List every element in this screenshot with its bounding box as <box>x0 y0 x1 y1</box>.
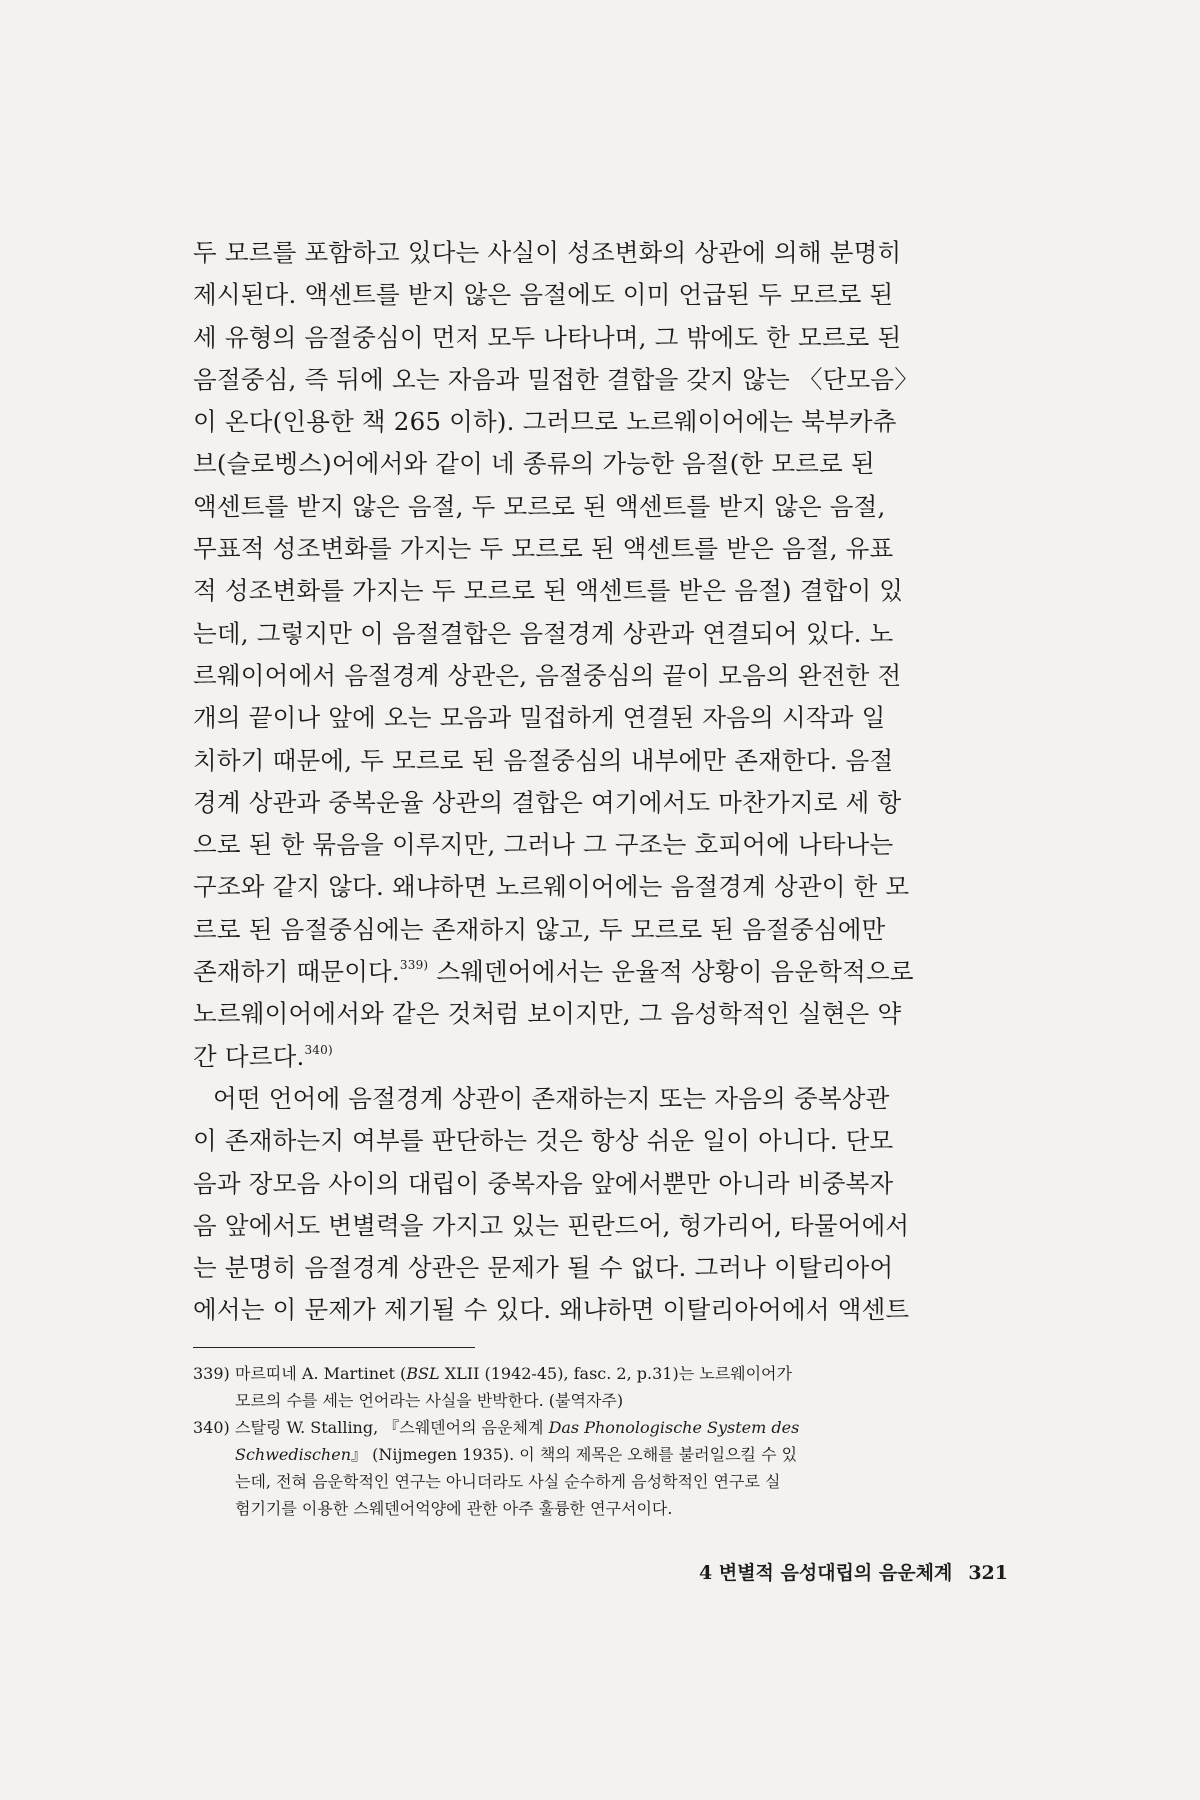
body-line: 이 온다(인용한 책 265 이하). 그러므로 노르웨이어에는 북부카츄 <box>193 407 897 437</box>
body-line: 개의 끝이나 앞에 오는 모음과 밀접하게 연결된 자음의 시작과 일 <box>193 703 886 733</box>
body-line: 노르웨이어에서와 같은 것처럼 보이지만, 그 음성학적인 실현은 약 <box>193 999 902 1029</box>
page-number: 321 <box>968 1562 1008 1584</box>
body-line: 는데, 그렇지만 이 음절결합은 음절경계 상관과 연결되어 있다. 노 <box>193 618 894 648</box>
footnote-text: 스탈링 W. Stalling, 『스웨덴어의 음운체계 <box>235 1418 549 1437</box>
footnote-number: 340) <box>193 1418 230 1437</box>
body-line: 무표적 성조변화를 가지는 두 모르로 된 액센트를 받은 음절, 유표 <box>193 534 894 564</box>
footnote-italic: Schwedischen <box>235 1445 351 1464</box>
body-line <box>193 1036 1008 1078</box>
body-line: 제시된다. 액센트를 받지 않은 음절에도 이미 언급된 두 모르로 된 <box>193 280 894 310</box>
body-line: 구조와 같지 않다. 왜냐하면 노르웨이어에는 음절경계 상관이 한 모 <box>193 872 910 902</box>
body-line: 르웨이어에서 음절경계 상관은, 음절중심의 끝이 모음의 완전한 전 <box>193 660 902 690</box>
footnote-ref-339[interactable]: 339) <box>399 958 429 973</box>
body-line: 에서는 이 문제가 제기될 수 있다. 왜냐하면 이탈리아어에서 액센트 <box>193 1295 910 1325</box>
footnote-italic: BSL <box>406 1364 440 1383</box>
footnote-italic: Das Phonologische System des <box>548 1418 800 1437</box>
chapter-title: 4 변별적 음성대립의 음운체계 <box>699 1562 953 1584</box>
body-line-text: 스웨덴어에서는 운율적 상황이 음운학적으로 <box>436 957 914 987</box>
body-line: 는 분명히 음절경계 상관은 문제가 될 수 없다. 그러나 이탈리아어 <box>193 1253 894 1283</box>
body-line: 적 성조변화를 가지는 두 모르로 된 액센트를 받은 음절) 결합이 있 <box>193 576 904 606</box>
footnotes <box>193 1360 1008 1522</box>
footnote-340-cont: 는데, 전혀 음운학적인 연구는 아니더라도 사실 순수하게 음성학적인 연구로 실 <box>235 1472 781 1491</box>
body-line: 어떤 언어에 음절경계 상관이 존재하는지 또는 자음의 중복상관 <box>213 1083 890 1113</box>
footnote-339 <box>193 1360 1008 1387</box>
body-line: 치하기 때문에, 두 모르로 된 음절중심의 내부에만 존재한다. 음절 <box>193 745 894 775</box>
body-line: 음절중심, 즉 뒤에 오는 자음과 밀접한 결합을 갖지 않는 〈단모음〉 <box>193 364 919 394</box>
footnote-text: 마르띠네 A. Martinet ( <box>235 1364 407 1383</box>
footnote-number: 339) <box>193 1364 230 1383</box>
body-line-text: 간 다르다. <box>193 1041 305 1071</box>
body-line: 음과 장모음 사이의 대립이 중복자음 앞에서뿐만 아니라 비중복자 <box>193 1168 894 1198</box>
body-line: 액센트를 받지 않은 음절, 두 모르로 된 액센트를 받지 않은 음절, <box>193 491 886 521</box>
running-footer <box>594 1558 1008 1585</box>
footnote-340-cont <box>193 1441 1008 1468</box>
footnote-339-cont: 모르의 수를 세는 언어라는 사실을 반박한다. (불역자주) <box>235 1391 624 1410</box>
footnote-ref-340[interactable]: 340) <box>304 1042 333 1057</box>
body-line: 경계 상관과 중복운율 상관의 결합은 여기에서도 마찬가지로 세 항 <box>193 787 902 817</box>
body-line: 브(슬로벵스)어에서와 같이 네 종류의 가능한 음절(한 모르로 된 <box>193 449 875 479</box>
body-line: 르로 된 음절중심에는 존재하지 않고, 두 모르로 된 음절중심에만 <box>193 914 886 944</box>
body-line: 음 앞에서도 변별력을 가지고 있는 핀란드어, 헝가리어, 타물어에서 <box>193 1210 910 1240</box>
body-line: 이 존재하는지 여부를 판단하는 것은 항상 쉬운 일이 아니다. 단모 <box>193 1126 894 1156</box>
footnote-divider <box>193 1347 475 1348</box>
body-line: 두 모르를 포함하고 있다는 사실이 성조변화의 상관에 의해 분명히 <box>193 238 902 267</box>
body-line-text: 존재하기 때문이다. <box>193 957 400 987</box>
footnote-340 <box>193 1414 1008 1441</box>
footnote-text: XLII (1942-45), fasc. 2, p.31)는 노르웨이어가 <box>439 1364 792 1383</box>
body-line <box>193 951 1008 993</box>
footnote-text: 』 (Nijmegen 1935). 이 책의 제목은 오해를 불러일으킬 수 있 <box>351 1445 798 1464</box>
body-line: 세 유형의 음절중심이 먼저 모두 나타나며, 그 밖에도 한 모르로 된 <box>193 322 902 352</box>
body-line: 으로 된 한 묶음을 이루지만, 그러나 그 구조는 호피어에 나타나는 <box>193 830 894 860</box>
body-text <box>193 232 1008 1332</box>
footnote-340-cont: 험기기를 이용한 스웨덴어억양에 관한 아주 훌륭한 연구서이다. <box>235 1499 673 1518</box>
